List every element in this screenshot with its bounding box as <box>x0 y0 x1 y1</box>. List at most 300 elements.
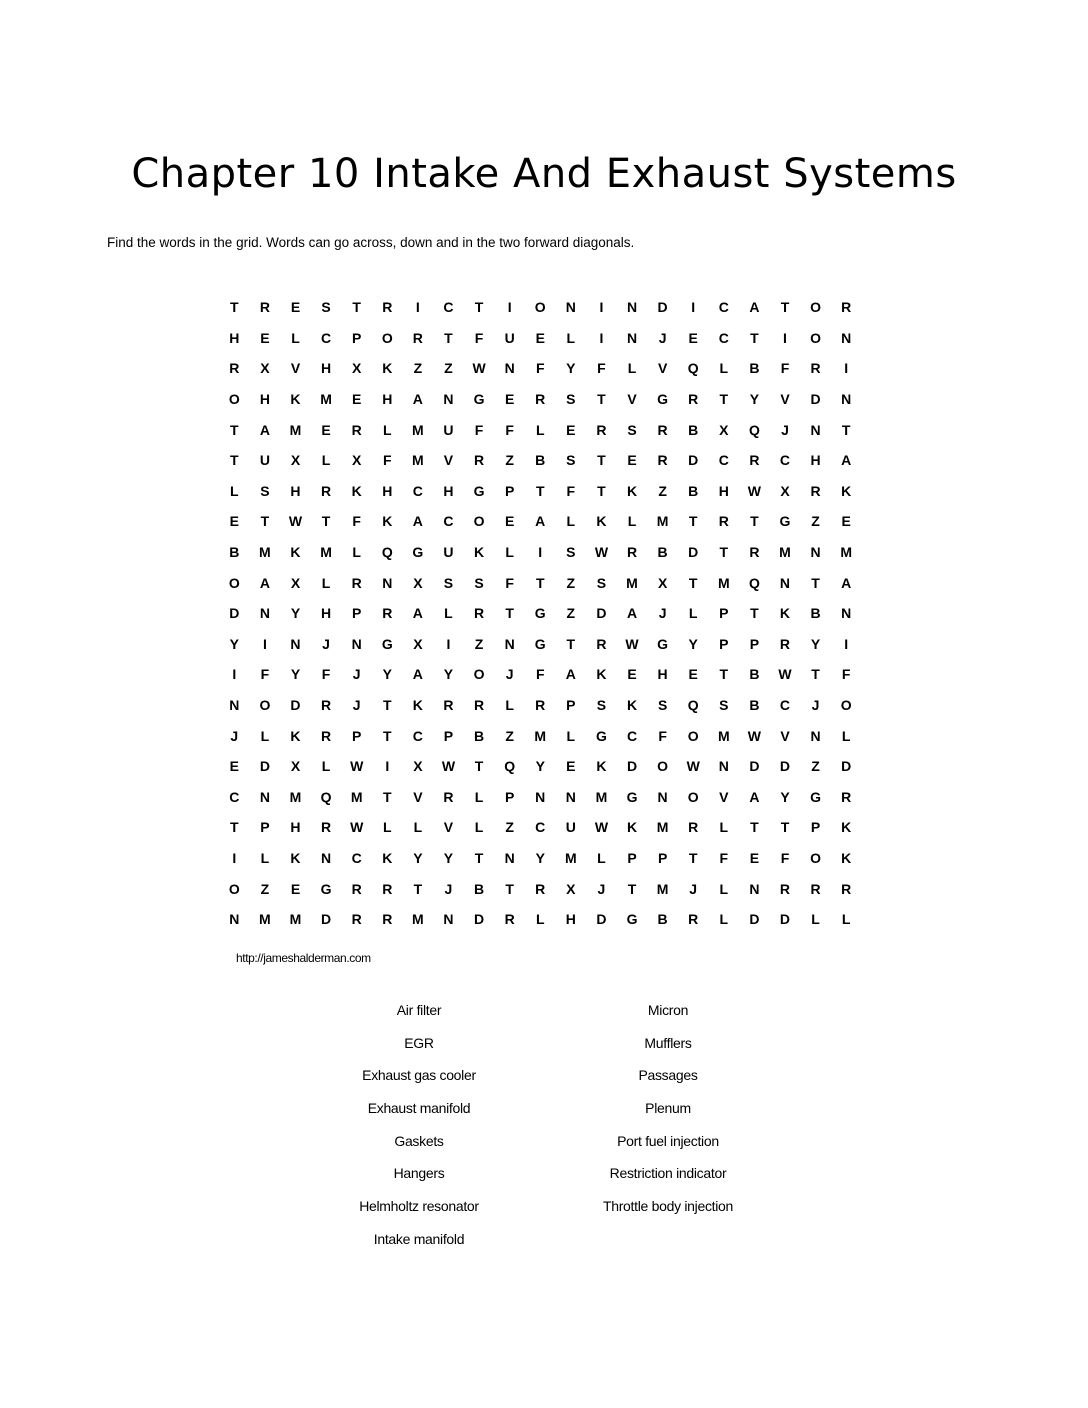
grid-letter: Z <box>505 819 514 836</box>
grid-letter: J <box>658 329 667 346</box>
grid-letter: W <box>350 758 364 775</box>
grid-letter: L <box>260 849 270 866</box>
grid-letter: R <box>596 421 607 438</box>
grid-letter: W <box>288 513 303 530</box>
grid-letter: X <box>719 421 729 438</box>
grid-letter: V <box>627 391 637 408</box>
grid-letter: L <box>597 849 606 866</box>
grid-letter: T <box>688 849 698 866</box>
grid-letter: L <box>566 329 576 346</box>
grid-letter: K <box>290 391 301 408</box>
grid-letter: E <box>749 849 760 866</box>
grid-letter: T <box>444 329 453 346</box>
grid-letter: D <box>321 911 332 928</box>
grid-letter: B <box>657 911 668 928</box>
grid-letter: C <box>779 452 791 469</box>
grid-letter: H <box>443 482 454 499</box>
grid-letter: L <box>505 544 514 561</box>
grid-letter: Z <box>444 360 453 377</box>
grid-letter: X <box>780 482 790 499</box>
grid-letter: K <box>382 513 393 530</box>
grid-letter: B <box>749 666 760 683</box>
grid-letter: M <box>259 544 271 561</box>
grid-letter: T <box>230 299 239 316</box>
grid-letter: L <box>382 421 392 438</box>
grid-letter: M <box>320 544 332 561</box>
grid-letter: A <box>535 513 546 530</box>
grid-letter: C <box>443 299 454 316</box>
grid-letter: A <box>412 666 423 683</box>
grid-letter: L <box>627 360 637 377</box>
grid-letter: S <box>596 697 607 714</box>
grid-letter: I <box>599 329 604 346</box>
grid-letter: D <box>473 911 485 928</box>
word-list-item: Helmholtz resonator <box>359 1198 479 1215</box>
grid-letter: D <box>259 758 270 775</box>
grid-letter: K <box>596 758 607 775</box>
grid-letter: Y <box>290 605 301 622</box>
grid-letter: Q <box>687 360 699 377</box>
grid-letter: A <box>749 788 760 805</box>
word-list-item: Mufflers <box>644 1034 692 1051</box>
grid-letter: H <box>382 391 393 408</box>
grid-letter: L <box>535 421 545 438</box>
grid-letter: N <box>841 391 852 408</box>
grid-letter: G <box>657 635 669 652</box>
grid-letter: L <box>811 911 820 928</box>
word-list-item: Air filter <box>396 1002 442 1018</box>
grid-letter: L <box>719 880 729 897</box>
grid-letter: N <box>841 605 852 622</box>
grid-letter: S <box>260 482 270 499</box>
word-list-item: Hangers <box>393 1165 445 1182</box>
grid-letter: P <box>260 819 270 836</box>
grid-letter: S <box>443 574 454 591</box>
grid-letter: E <box>688 666 698 683</box>
grid-letter: F <box>474 329 484 346</box>
grid-letter: G <box>657 391 669 408</box>
grid-letter: K <box>626 482 638 499</box>
grid-letter: L <box>566 727 576 744</box>
grid-letter: I <box>232 849 237 866</box>
grid-letter: G <box>473 391 485 408</box>
grid-letter: F <box>474 421 484 438</box>
grid-letter: J <box>658 605 667 622</box>
grid-letter: X <box>413 758 423 775</box>
grid-letter: R <box>535 880 546 897</box>
grid-letter: O <box>840 697 852 714</box>
grid-letter: R <box>321 727 332 744</box>
grid-letter: R <box>351 421 362 438</box>
grid-letter: R <box>382 911 393 928</box>
grid-letter: J <box>597 880 606 897</box>
grid-letter: W <box>472 360 486 377</box>
word-list-item: Restriction indicator <box>609 1165 727 1182</box>
grid-letter: F <box>535 360 545 377</box>
grid-letter: J <box>230 727 239 744</box>
grid-letter: R <box>382 299 393 316</box>
grid-letter: L <box>444 605 453 622</box>
grid-letter: B <box>229 544 240 561</box>
grid-letter: Y <box>443 849 454 866</box>
grid-letter: T <box>750 513 759 530</box>
word-list-item: Exhaust manifold <box>367 1100 471 1117</box>
grid-letter: H <box>321 360 332 377</box>
grid-letter: K <box>626 697 638 714</box>
grid-letter: I <box>507 299 512 316</box>
grid-letter: R <box>535 391 546 408</box>
grid-letter: K <box>290 544 301 561</box>
grid-letter: L <box>505 697 514 714</box>
grid-letter: J <box>689 880 698 897</box>
grid-letter: F <box>841 666 851 683</box>
grid-letter: E <box>535 329 545 346</box>
grid-letter: O <box>228 880 240 897</box>
grid-letter: R <box>626 544 638 561</box>
grid-letter: N <box>382 574 393 591</box>
grid-letter: F <box>382 452 392 469</box>
grid-letter: X <box>657 574 668 591</box>
grid-letter: B <box>810 605 821 622</box>
grid-letter: P <box>352 727 362 744</box>
grid-letter: M <box>289 788 302 805</box>
grid-letter: R <box>841 880 852 897</box>
grid-letter: E <box>627 666 637 683</box>
grid-letter: U <box>443 544 454 561</box>
grid-letter: I <box>232 666 237 683</box>
grid-letter: N <box>565 299 576 316</box>
grid-letter: X <box>352 360 362 377</box>
grid-letter: R <box>473 452 485 469</box>
word-list-item: Throttle body injection <box>602 1198 734 1215</box>
grid-letter: F <box>597 360 606 377</box>
grid-letter: S <box>321 299 331 316</box>
grid-letter: A <box>626 605 638 622</box>
grid-letter: Z <box>260 880 270 897</box>
grid-letter: Z <box>474 635 484 652</box>
grid-letter: R <box>810 880 821 897</box>
grid-letter: F <box>780 849 790 866</box>
grid-letter: K <box>290 727 301 744</box>
grid-letter: U <box>565 819 576 836</box>
grid-letter: A <box>565 666 576 683</box>
grid-letter: T <box>627 880 637 897</box>
grid-letter: T <box>750 329 759 346</box>
grid-letter: N <box>841 329 852 346</box>
grid-letter: L <box>321 452 331 469</box>
grid-letter: Y <box>566 360 576 377</box>
grid-letter: R <box>351 574 362 591</box>
grid-letter: L <box>321 574 331 591</box>
grid-letter: W <box>350 819 364 836</box>
grid-letter: P <box>810 819 821 836</box>
grid-letter: T <box>841 421 851 438</box>
grid-letter: F <box>321 666 331 683</box>
grid-letter: W <box>686 758 700 775</box>
grid-letter: A <box>412 605 423 622</box>
grid-letter: H <box>657 666 668 683</box>
grid-letter: J <box>352 666 361 683</box>
grid-letter: D <box>657 299 668 316</box>
grid-letter: C <box>626 727 638 744</box>
grid-letter: M <box>350 788 363 805</box>
grid-letter: F <box>535 666 545 683</box>
grid-letter: G <box>473 482 485 499</box>
grid-letter: R <box>810 360 821 377</box>
grid-letter: P <box>352 605 362 622</box>
grid-letter: Y <box>780 788 790 805</box>
grid-letter: K <box>626 819 638 836</box>
grid-letter: O <box>534 299 546 316</box>
grid-letter: M <box>259 911 271 928</box>
grid-letter: D <box>688 452 699 469</box>
grid-letter: V <box>780 391 790 408</box>
grid-letter: O <box>810 299 822 316</box>
grid-letter: E <box>627 452 637 469</box>
grid-letter: R <box>841 788 852 805</box>
grid-letter: N <box>443 911 454 928</box>
grid-letter: O <box>473 513 485 530</box>
word-list-item: Passages <box>638 1067 698 1084</box>
grid-letter: I <box>262 635 267 652</box>
grid-letter: L <box>382 819 392 836</box>
grid-letter: L <box>841 727 851 744</box>
grid-letter: A <box>412 391 423 408</box>
grid-letter: W <box>747 482 761 499</box>
grid-letter: T <box>719 666 729 683</box>
grid-letter: S <box>627 421 637 438</box>
grid-letter: O <box>473 666 485 683</box>
grid-letter: E <box>290 299 301 316</box>
grid-letter: I <box>783 329 787 346</box>
grid-letter: R <box>351 880 362 897</box>
grid-letter: Z <box>658 482 667 499</box>
grid-letter: R <box>321 819 332 836</box>
grid-letter: D <box>229 605 240 622</box>
grid-letter: X <box>290 452 301 469</box>
grid-letter: C <box>718 452 729 469</box>
grid-letter: W <box>778 666 792 683</box>
grid-letter: O <box>657 758 669 775</box>
grid-letter: T <box>352 299 361 316</box>
grid-letter: T <box>382 788 392 805</box>
grid-letter: O <box>381 329 393 346</box>
grid-letter: R <box>688 911 699 928</box>
word-list-item: EGR <box>404 1034 434 1051</box>
grid-letter: A <box>749 299 760 316</box>
grid-letter: F <box>352 513 361 530</box>
grid-letter: T <box>382 727 392 744</box>
grid-letter: R <box>504 911 515 928</box>
grid-letter: R <box>596 635 607 652</box>
grid-letter: T <box>597 452 606 469</box>
grid-letter: R <box>779 880 791 897</box>
grid-letter: T <box>597 482 606 499</box>
grid-letter: T <box>474 849 484 866</box>
grid-letter: B <box>688 421 699 438</box>
grid-letter: D <box>779 758 791 775</box>
grid-letter: E <box>504 513 515 530</box>
grid-letter: K <box>473 544 485 561</box>
grid-letter: K <box>412 697 423 714</box>
grid-letter: N <box>290 635 301 652</box>
grid-letter: D <box>626 758 638 775</box>
grid-letter: E <box>504 391 515 408</box>
grid-letter: T <box>535 482 545 499</box>
grid-letter: M <box>412 911 424 928</box>
grid-letter: K <box>841 849 852 866</box>
grid-letter: H <box>229 329 240 346</box>
grid-letter: N <box>229 697 240 714</box>
grid-letter: Y <box>688 635 698 652</box>
grid-letter: F <box>566 482 576 499</box>
grid-letter: W <box>441 758 456 775</box>
grid-letter: C <box>718 329 729 346</box>
grid-letter: N <box>626 299 638 316</box>
grid-letter: X <box>352 452 362 469</box>
grid-letter: G <box>810 788 822 805</box>
grid-letter: M <box>412 421 424 438</box>
grid-letter: G <box>626 911 638 928</box>
grid-letter: T <box>382 697 392 714</box>
grid-letter: T <box>230 819 239 836</box>
grid-letter: L <box>566 513 576 530</box>
grid-letter: K <box>841 819 852 836</box>
grid-letter: S <box>596 574 607 591</box>
grid-letter: R <box>688 819 699 836</box>
grid-letter: Y <box>535 758 545 775</box>
grid-letter: M <box>289 911 302 928</box>
grid-letter: R <box>443 788 454 805</box>
grid-letter: I <box>446 635 451 652</box>
grid-letter: I <box>415 299 420 316</box>
grid-letter: N <box>810 421 821 438</box>
grid-letter: H <box>290 482 301 499</box>
grid-letter: Y <box>749 391 760 408</box>
grid-letter: K <box>382 849 393 866</box>
grid-letter: I <box>844 635 849 652</box>
grid-letter: M <box>289 421 302 438</box>
grid-letter: X <box>260 360 270 377</box>
grid-letter: F <box>780 360 790 377</box>
grid-letter: I <box>691 299 696 316</box>
grid-letter: S <box>566 452 576 469</box>
grid-letter: R <box>351 911 362 928</box>
grid-letter: O <box>687 727 699 744</box>
grid-letter: Z <box>811 513 820 530</box>
grid-letter: Q <box>748 574 760 591</box>
grid-letter: T <box>597 391 606 408</box>
grid-letter: I <box>385 758 390 775</box>
grid-letter: M <box>656 880 669 897</box>
grid-letter: B <box>473 880 485 897</box>
word-list-item: Plenum <box>645 1100 691 1117</box>
grid-letter: U <box>259 452 270 469</box>
grid-letter: N <box>321 849 332 866</box>
grid-letter: Q <box>687 697 699 714</box>
grid-letter: M <box>717 727 730 744</box>
grid-letter: E <box>290 880 301 897</box>
grid-letter: Q <box>504 758 516 775</box>
grid-letter: M <box>534 727 547 744</box>
page-title: Chapter 10 Intake And Exhaust Systems <box>131 151 957 197</box>
word-search-grid <box>219 292 861 934</box>
grid-letter: N <box>504 635 515 652</box>
grid-letter: L <box>474 819 484 836</box>
grid-letter: J <box>811 697 820 714</box>
grid-letter: Y <box>443 666 454 683</box>
grid-letter: C <box>229 788 240 805</box>
grid-letter: Y <box>413 849 423 866</box>
grid-letter: R <box>229 360 240 377</box>
grid-letter: P <box>719 605 729 622</box>
grid-letter: C <box>412 727 423 744</box>
grid-letter: K <box>351 482 362 499</box>
grid-letter: X <box>413 574 423 591</box>
grid-letter: Y <box>535 849 545 866</box>
grid-letter: V <box>780 727 790 744</box>
grid-letter: B <box>473 727 485 744</box>
grid-letter: V <box>413 788 423 805</box>
grid-letter: G <box>595 727 607 744</box>
grid-letter: T <box>719 544 729 561</box>
grid-letter: R <box>718 513 729 530</box>
grid-letter: T <box>780 819 790 836</box>
grid-letter: H <box>290 819 301 836</box>
grid-letter: Z <box>505 727 514 744</box>
grid-letter: P <box>504 482 515 499</box>
grid-letter: H <box>382 482 393 499</box>
grid-letter: W <box>625 635 639 652</box>
grid-letter: A <box>412 513 423 530</box>
grid-letter: D <box>596 605 607 622</box>
grid-letter: T <box>413 880 423 897</box>
grid-letter: E <box>321 421 331 438</box>
grid-letter: E <box>841 513 851 530</box>
grid-letter: U <box>504 329 515 346</box>
grid-letter: N <box>443 391 454 408</box>
grid-letter: C <box>718 299 729 316</box>
grid-letter: L <box>688 605 698 622</box>
grid-letter: X <box>290 758 301 775</box>
grid-letter: T <box>321 513 331 530</box>
grid-letter: L <box>719 360 729 377</box>
grid-letter: N <box>504 360 515 377</box>
grid-letter: N <box>351 635 362 652</box>
grid-letter: G <box>626 788 638 805</box>
grid-letter: N <box>565 788 576 805</box>
grid-letter: D <box>841 758 852 775</box>
grid-letter: T <box>474 299 484 316</box>
grid-letter: W <box>594 544 609 561</box>
grid-letter: R <box>382 880 393 897</box>
grid-letter: J <box>352 697 361 714</box>
grid-letter: G <box>320 880 332 897</box>
grid-letter: G <box>534 605 546 622</box>
grid-letter: R <box>412 329 423 346</box>
grid-letter: L <box>841 911 851 928</box>
grid-letter: Z <box>413 360 423 377</box>
grid-letter: Y <box>290 666 301 683</box>
grid-letter: F <box>658 727 667 744</box>
grid-letter: P <box>749 635 760 652</box>
grid-letter: T <box>688 513 698 530</box>
grid-letter: L <box>230 482 239 499</box>
grid-letter: L <box>627 513 637 530</box>
grid-letter: V <box>657 360 668 377</box>
grid-letter: T <box>260 513 270 530</box>
grid-letter: K <box>382 360 393 377</box>
